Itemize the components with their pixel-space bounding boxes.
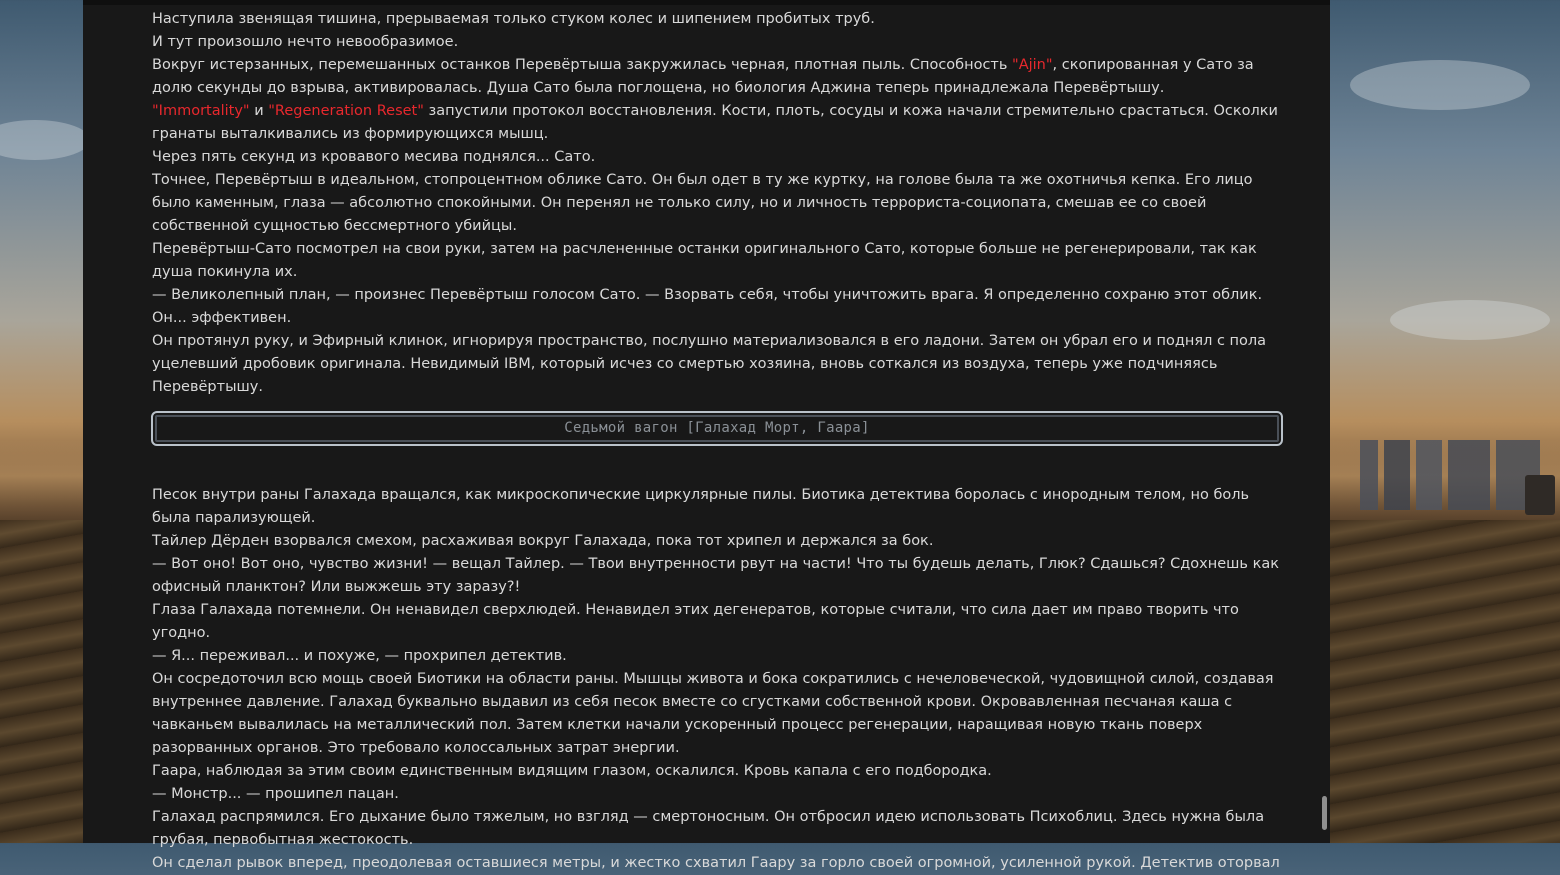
story-paragraph xyxy=(152,169,1282,238)
story-section-after xyxy=(152,484,1282,875)
paragraph-text: Вокруг истерзанных, перемешанных останков Перевёртыша закружилась черная, плотная пыль. Способность xyxy=(152,57,1013,73)
wallpaper-ground xyxy=(1330,520,1560,843)
paragraph-text: Гаара, наблюдая за этим своим единственным видящим глазом, оскалился. Кровь капала с его подбородка. xyxy=(152,763,992,779)
paragraph-text: Он сделал рывок вперед, преодолевая оставшиеся метры, и жестко схватил Гаару за горло своей огромной, усиленной рукой. Детектив оторвал xyxy=(152,855,1280,871)
section-divider: Седьмой вагон [Галахад Морт, Гаара] xyxy=(151,411,1283,446)
paragraph-text: Тайлер Дёрден взорвался смехом, расхаживая вокруг Галахада, пока тот хрипел и держался за бок. xyxy=(152,533,934,549)
cloud xyxy=(0,120,90,160)
story-paragraph xyxy=(152,806,1282,852)
story-paragraph xyxy=(152,668,1282,760)
paragraph-text: запустили протокол восстановления. Кости, плоть, сосуды и кожа начали стремительно срастаться. Осколки гранаты выталкивались из формирующихся мышц. xyxy=(152,103,1278,142)
paragraph-text: — Великолепный план, — произнес Перевёртыш голосом Сато. — Взорвать себя, чтобы уничтожить врага. Я определенно сохраню этот облик. Он... эффективен. xyxy=(152,287,1263,326)
story-paragraph xyxy=(152,100,1282,146)
story-paragraph xyxy=(152,284,1282,330)
section-gap xyxy=(152,446,1282,484)
scrollbar-track[interactable] xyxy=(1320,0,1330,843)
story-paragraph xyxy=(152,783,1282,806)
paragraph-text: , скопированная у Сато за долю секунды до взрыва, активировалась. Душа Сато была поглощена, но биология Аджина теперь принадлежала Перевёртышу. xyxy=(152,57,1254,96)
paragraph-text: Он протянул руку, и Эфирный клинок, игнорируя пространство, послушно материализовался в его ладони. Затем он убрал его и поднял с пола уцелевший дробовик оригинала. Невидимый IBM, который исчез со смертью хозяина, вновь соткался из воздуха, теперь уже подчиняясь Перевёртышу. xyxy=(152,333,1267,395)
story-paragraph xyxy=(152,54,1282,100)
scrollbar-thumb[interactable] xyxy=(1322,796,1327,830)
wallpaper-left xyxy=(0,0,83,843)
story-paragraph xyxy=(152,146,1282,169)
cloud xyxy=(1350,60,1530,110)
reader-top-bar xyxy=(83,0,1330,5)
story-paragraph xyxy=(152,31,1282,54)
paragraph-text: Наступила звенящая тишина, прерываемая только стуком колес и шипением пробитых труб. xyxy=(152,11,875,27)
paragraph-text: Точнее, Перевёртыш в идеальном, стопроцентном облике Сато. Он был одет в ту же куртку, на голове была та же охотничья кепка. Его лицо было каменным, глаза — абсолютно спокойными. Он перенял не только силу, но и личность террориста-социопата, смешав ее со своей собственной сущностью бессмертного убийцы. xyxy=(152,172,1253,234)
reader-panel[interactable] xyxy=(83,0,1330,871)
story-paragraph xyxy=(152,8,1282,31)
wallpaper-city-ruins xyxy=(1350,440,1550,510)
wallpaper-right xyxy=(1330,0,1560,843)
story-paragraph xyxy=(152,852,1282,875)
paragraph-text: И тут произошло нечто невообразимое. xyxy=(152,34,459,50)
story-paragraph xyxy=(152,484,1282,530)
paragraph-text: — Вот оно! Вот оно, чувство жизни! — вещал Тайлер. — Твои внутренности рвут на части! Что ты будешь делать, Глюк? Сдашься? Сдохнешь как офисный планктон? Или выжжешь эту заразу?! xyxy=(152,556,1279,595)
story-text[interactable] xyxy=(152,8,1282,875)
story-paragraph xyxy=(152,599,1282,645)
ability-name: "Ajin" xyxy=(1012,57,1053,73)
story-paragraph xyxy=(152,530,1282,553)
ability-name: "Regeneration Reset" xyxy=(268,103,424,119)
wallpaper-ground xyxy=(0,520,83,843)
wallpaper-wreck xyxy=(1525,475,1555,515)
paragraph-text: — Я... переживал... и похуже, — прохрипел детектив. xyxy=(152,648,567,664)
paragraph-text: Песок внутри раны Галахада вращался, как микроскопические циркулярные пилы. Биотика детектива боролась с инородным телом, но боль была парализующей. xyxy=(152,487,1250,526)
paragraph-text: Он сосредоточил всю мощь своей Биотики на области раны. Мышцы живота и бока сократились с нечеловеческой, чудовищной силой, создавая внутреннее давление. Галахад буквально выдавил из себя песок вместе со сгустками собственной крови. Окровавленная песчаная каша с чавканьем вывалилась на металлический пол. Затем клетки начали ускоренный процесс регенерации, наращивая новую ткань поверх разорванных органов. Это требовало колоссальных затрат энергии. xyxy=(152,671,1274,756)
story-paragraph xyxy=(152,645,1282,668)
story-paragraph xyxy=(152,330,1282,399)
paragraph-text: и xyxy=(249,103,269,119)
story-paragraph xyxy=(152,553,1282,599)
paragraph-text: Через пять секунд из кровавого месива поднялся... Сато. xyxy=(152,149,596,165)
wallpaper-horizon xyxy=(0,440,83,520)
ability-name: "Immortality" xyxy=(152,103,250,119)
paragraph-text: Галахад распрямился. Его дыхание было тяжелым, но взгляд — смертоносным. Он отбросил идею использовать Психоблиц. Здесь нужна была грубая, первобытная жестокость. xyxy=(152,809,1265,848)
paragraph-text: Перевёртыш-Сато посмотрел на свои руки, затем на расчлененные останки оригинального Сато, которые больше не регенерировали, так как душа покинула их. xyxy=(152,241,1257,280)
cloud xyxy=(1390,300,1550,340)
paragraph-text: — Монстр... — прошипел пацан. xyxy=(152,786,399,802)
story-paragraph xyxy=(152,238,1282,284)
story-paragraph xyxy=(152,760,1282,783)
story-section-before xyxy=(152,8,1282,399)
paragraph-text: Глаза Галахада потемнели. Он ненавидел сверхлюдей. Ненавидел этих дегенератов, которые считали, что сила дает им право творить что угодно. xyxy=(152,602,1239,641)
